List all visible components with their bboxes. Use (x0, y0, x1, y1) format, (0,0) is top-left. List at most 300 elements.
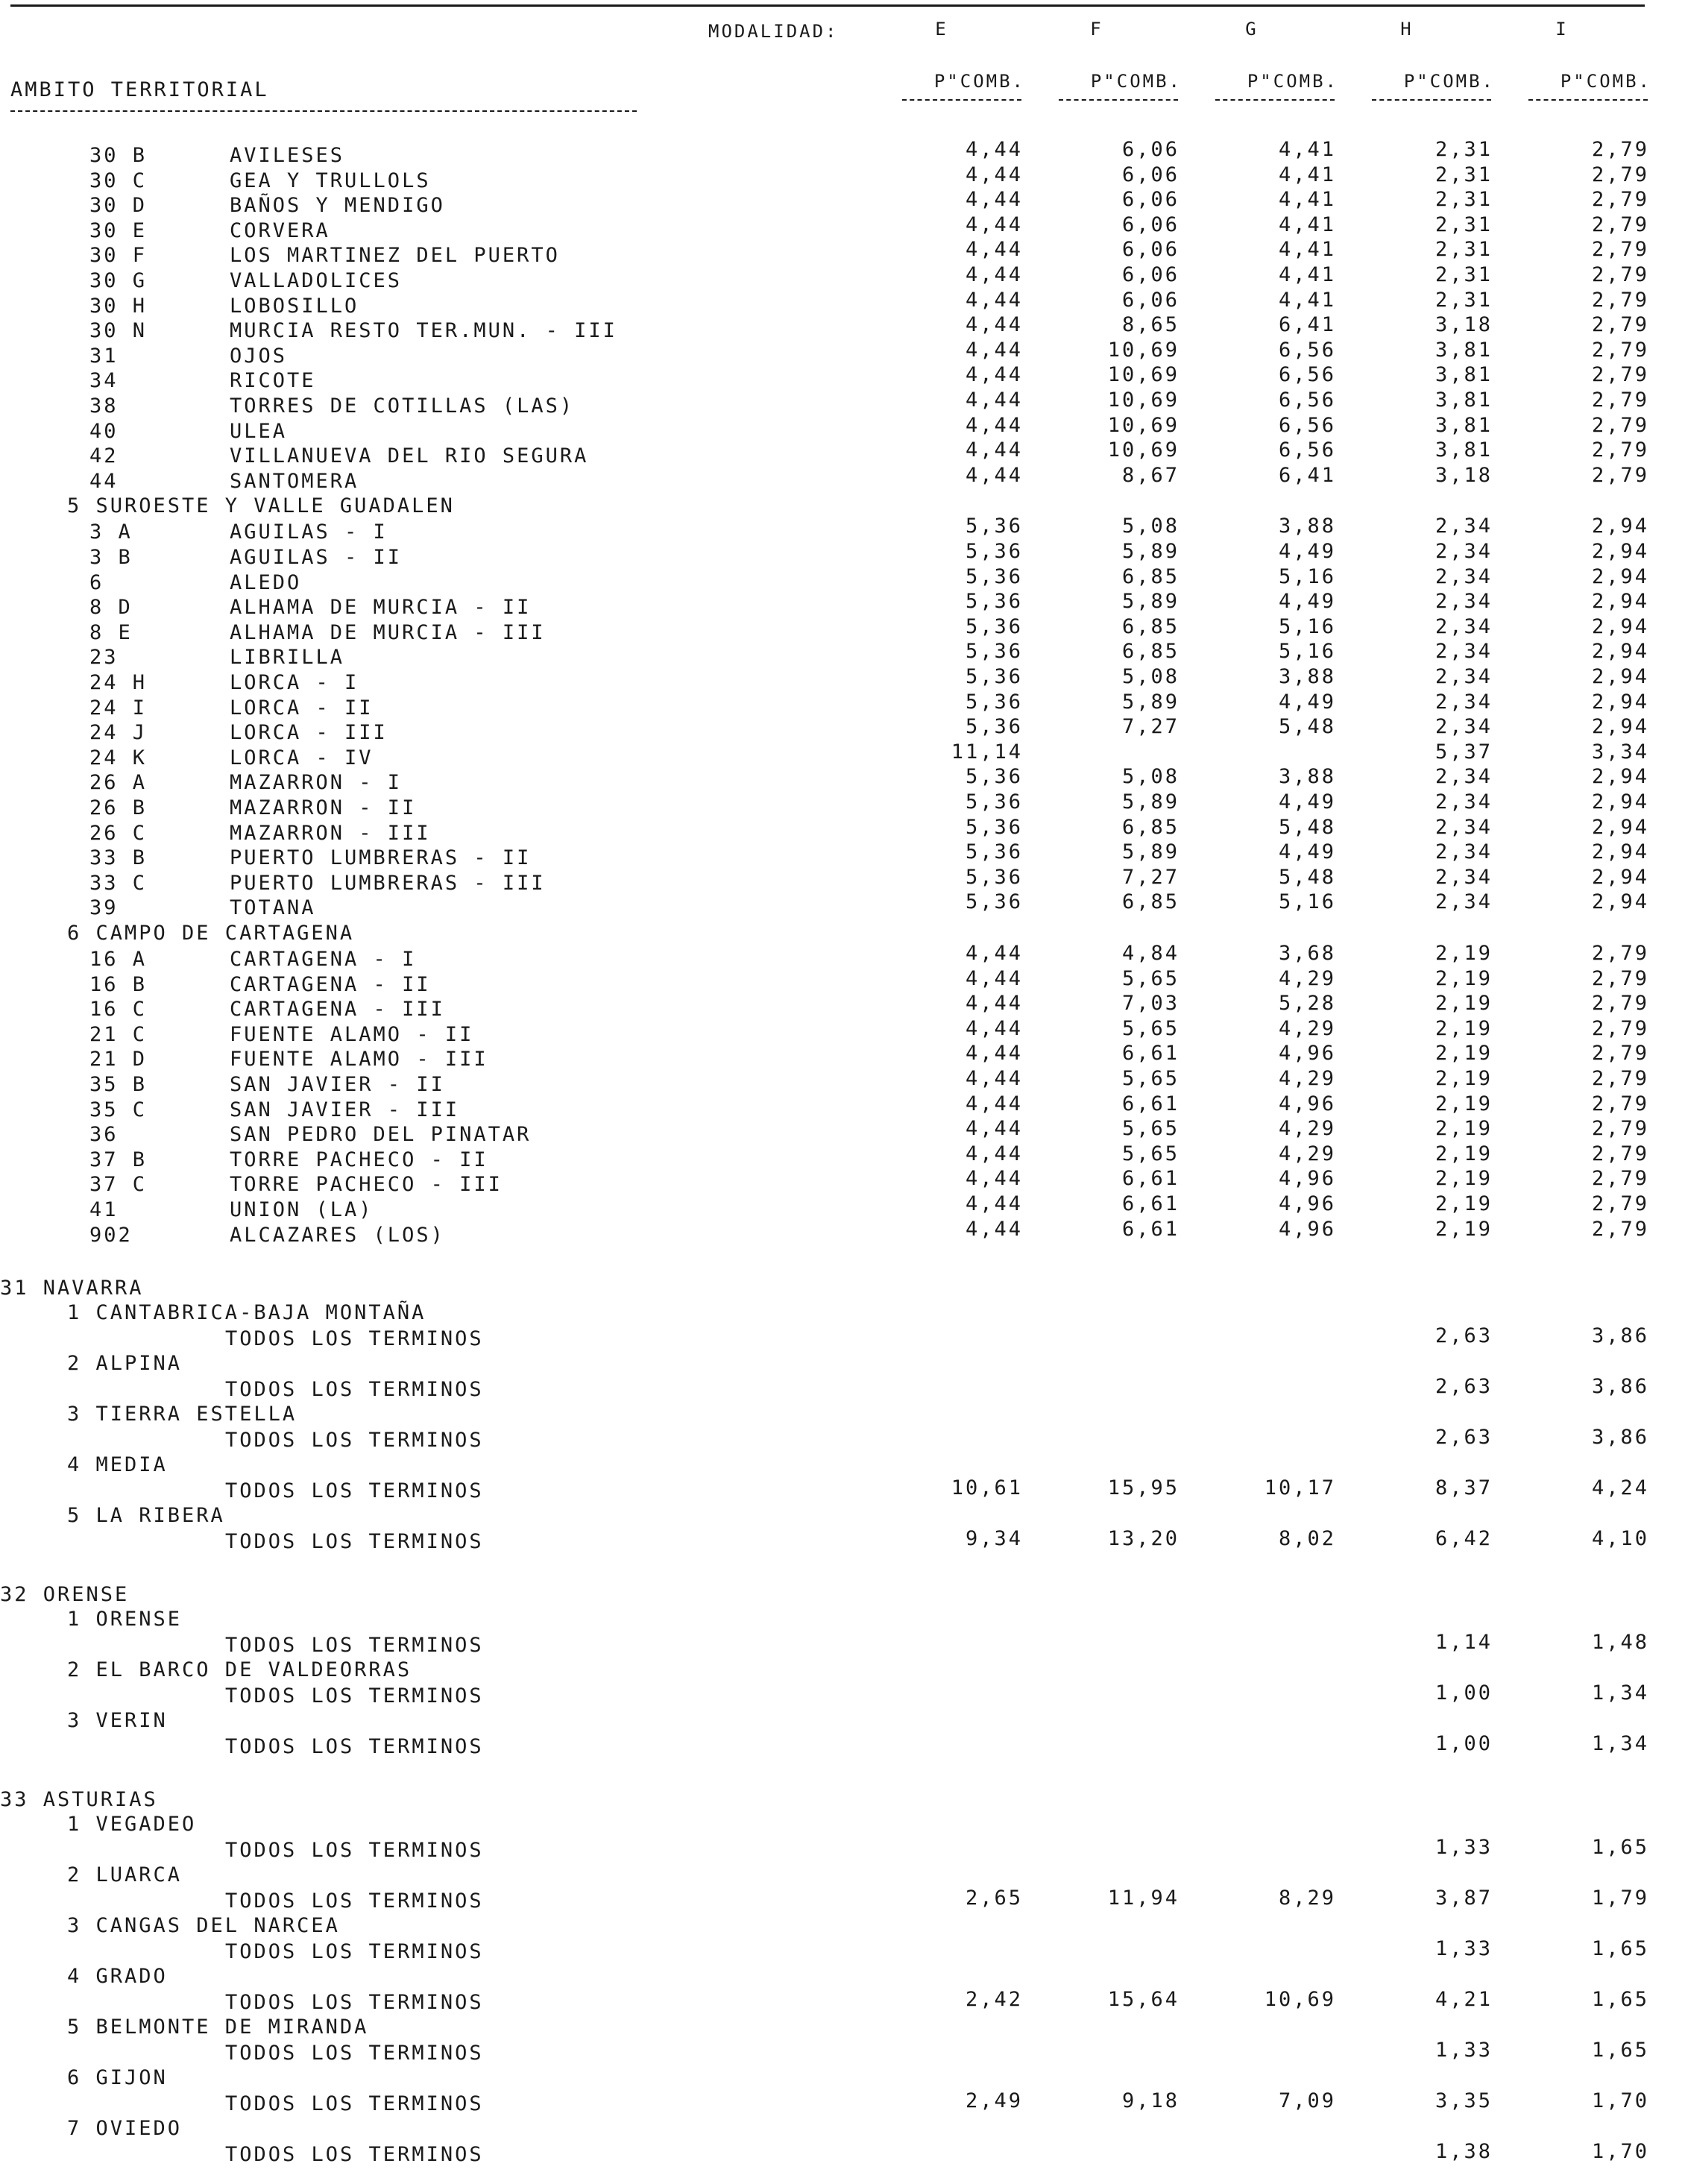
column-header-i: I (1555, 19, 1569, 40)
region-heading: 2 LUARCA (67, 1863, 183, 1887)
row-name: ULEA (230, 419, 288, 443)
value-f: 5,89 (1121, 540, 1180, 563)
value-h: 6,42 (1434, 1527, 1493, 1551)
value-f: 7,03 (1121, 992, 1180, 1016)
row-code: 24 J (89, 721, 148, 745)
row-code: 34 (89, 369, 119, 393)
row-name: SAN PEDRO DEL PINATAR (230, 1123, 532, 1147)
value-h: 2,34 (1434, 715, 1493, 739)
value-h: 2,31 (1434, 163, 1493, 186)
value-i: 2,79 (1591, 313, 1649, 337)
value-e: 5,36 (965, 765, 1023, 789)
value-g: 6,56 (1278, 338, 1336, 362)
value-i: 2,94 (1591, 665, 1649, 688)
value-e: 11,14 (951, 740, 1023, 764)
row-name: SAN JAVIER - III (230, 1098, 460, 1121)
value-e: 4,44 (965, 1117, 1023, 1141)
unit-header-h: P"COMB. (1403, 71, 1495, 92)
value-h: 3,81 (1434, 438, 1493, 462)
region-heading: 5 SUROESTE Y VALLE GUADALEN (67, 494, 455, 518)
value-i: 2,79 (1591, 438, 1649, 462)
value-g: 5,28 (1278, 992, 1336, 1016)
value-e: 4,44 (965, 1042, 1023, 1066)
row-name: ALCAZARES (LOS) (230, 1223, 445, 1247)
value-i: 2,79 (1591, 1167, 1649, 1191)
value-h: 2,31 (1434, 188, 1493, 212)
row-code: 30 E (89, 218, 148, 242)
value-f: 10,69 (1107, 413, 1180, 437)
value-i: 4,24 (1591, 1476, 1649, 1500)
row-name: ALHAMA DE MURCIA - III (230, 620, 546, 644)
value-i: 2,79 (1591, 1192, 1649, 1215)
row-name: OJOS (230, 344, 288, 368)
value-e: 9,34 (965, 1527, 1023, 1551)
row-code: 30 F (89, 244, 148, 268)
province-heading: 32 ORENSE (0, 1583, 130, 1607)
row-name: TODOS LOS TERMINOS (225, 1991, 484, 2015)
value-f: 5,65 (1121, 1016, 1180, 1040)
value-f: 6,85 (1121, 640, 1180, 664)
value-g: 4,41 (1278, 163, 1336, 186)
value-g: 4,96 (1278, 1192, 1336, 1215)
value-h: 2,63 (1434, 1375, 1493, 1399)
row-name: TODOS LOS TERMINOS (225, 1429, 484, 1453)
value-i: 2,79 (1591, 138, 1649, 161)
value-g: 4,49 (1278, 590, 1336, 614)
row-name: LORCA - IV (230, 746, 374, 770)
value-g: 4,49 (1278, 690, 1336, 714)
value-f: 6,61 (1121, 1192, 1180, 1215)
value-g: 10,69 (1264, 1988, 1336, 2012)
value-i: 1,34 (1591, 1732, 1649, 1756)
value-e: 5,36 (965, 665, 1023, 688)
value-h: 2,19 (1434, 942, 1493, 965)
column-header-g: G (1245, 19, 1259, 40)
value-g: 4,49 (1278, 540, 1336, 563)
value-e: 5,36 (965, 840, 1023, 864)
value-e: 4,44 (965, 1192, 1023, 1215)
value-i: 2,94 (1591, 715, 1649, 739)
value-i: 2,94 (1591, 564, 1649, 588)
value-i: 1,65 (1591, 1836, 1649, 1860)
value-f: 7,27 (1121, 715, 1180, 739)
region-heading: 5 BELMONTE DE MIRANDA (67, 2015, 369, 2039)
row-code: 33 C (89, 871, 148, 895)
value-e: 2,49 (965, 2089, 1023, 2113)
value-e: 4,44 (965, 966, 1023, 990)
value-i: 2,94 (1591, 840, 1649, 864)
value-i: 2,94 (1591, 540, 1649, 563)
row-name: TOTANA (230, 896, 316, 920)
value-f: 6,61 (1121, 1042, 1180, 1066)
value-h: 2,34 (1434, 840, 1493, 864)
value-i: 2,79 (1591, 238, 1649, 262)
value-e: 4,44 (965, 1092, 1023, 1115)
row-name: FUENTE ALAMO - III (230, 1048, 488, 1071)
value-f: 6,06 (1121, 263, 1180, 286)
value-f: 5,08 (1121, 514, 1180, 538)
row-code: 26 C (89, 821, 148, 845)
value-i: 2,79 (1591, 363, 1649, 387)
value-e: 4,44 (965, 138, 1023, 161)
region-heading: 4 GRADO (67, 1965, 168, 1989)
value-h: 2,34 (1434, 890, 1493, 914)
value-e: 4,44 (965, 1142, 1023, 1165)
value-g: 6,41 (1278, 463, 1336, 487)
value-f: 6,06 (1121, 213, 1180, 236)
row-name: VALLADOLICES (230, 269, 403, 292)
row-code: 38 (89, 394, 119, 418)
row-code: 39 (89, 896, 119, 920)
value-i: 1,48 (1591, 1631, 1649, 1655)
row-code: 24 I (89, 696, 148, 720)
row-name: TODOS LOS TERMINOS (225, 1735, 484, 1759)
value-i: 2,79 (1591, 413, 1649, 437)
column-header-h: H (1400, 19, 1414, 40)
value-h: 2,19 (1434, 1042, 1493, 1066)
value-e: 4,44 (965, 363, 1023, 387)
value-g: 4,96 (1278, 1217, 1336, 1241)
value-h: 2,63 (1434, 1426, 1493, 1450)
modalidad-label: MODALIDAD: (708, 21, 839, 42)
province-heading: 31 NAVARRA (0, 1277, 144, 1300)
value-g: 4,29 (1278, 1016, 1336, 1040)
top-rule (10, 4, 1645, 7)
value-h: 2,34 (1434, 564, 1493, 588)
value-h: 5,37 (1434, 740, 1493, 764)
value-f: 11,94 (1107, 1886, 1180, 1910)
value-g: 5,16 (1278, 614, 1336, 638)
value-i: 2,79 (1591, 1092, 1649, 1115)
value-e: 4,44 (965, 463, 1023, 487)
value-h: 2,34 (1434, 665, 1493, 688)
column-header-f: F (1090, 19, 1103, 40)
value-e: 5,36 (965, 865, 1023, 889)
value-f: 6,61 (1121, 1092, 1180, 1115)
value-h: 2,34 (1434, 690, 1493, 714)
unit-header-i: P"COMB. (1560, 71, 1651, 92)
row-name: TODOS LOS TERMINOS (225, 2143, 484, 2167)
value-e: 10,61 (951, 1476, 1023, 1500)
value-h: 2,19 (1434, 1217, 1493, 1241)
value-e: 4,44 (965, 288, 1023, 312)
value-i: 2,79 (1591, 338, 1649, 362)
value-e: 5,36 (965, 590, 1023, 614)
value-f: 6,06 (1121, 238, 1180, 262)
value-g: 6,56 (1278, 388, 1336, 412)
value-i: 2,94 (1591, 765, 1649, 789)
value-h: 2,31 (1434, 263, 1493, 286)
row-code: 6 (89, 570, 104, 594)
row-name: TORRE PACHECO - III (230, 1173, 503, 1197)
value-h: 2,31 (1434, 213, 1493, 236)
value-h: 3,81 (1434, 388, 1493, 412)
value-f: 6,06 (1121, 163, 1180, 186)
value-e: 4,44 (965, 313, 1023, 337)
value-i: 2,94 (1591, 690, 1649, 714)
value-h: 2,19 (1434, 1167, 1493, 1191)
value-h: 8,37 (1434, 1476, 1493, 1500)
region-heading: 7 OVIEDO (67, 2117, 183, 2141)
value-i: 2,79 (1591, 1117, 1649, 1141)
value-f: 5,89 (1121, 590, 1180, 614)
value-i: 1,70 (1591, 2140, 1649, 2164)
row-name: PUERTO LUMBRERAS - II (230, 846, 532, 870)
value-g: 4,29 (1278, 1142, 1336, 1165)
row-code: 37 C (89, 1173, 148, 1197)
row-name: GEA Y TRULLOLS (230, 169, 431, 192)
row-name: MAZARRON - III (230, 821, 431, 845)
value-e: 5,36 (965, 815, 1023, 839)
value-g: 5,16 (1278, 640, 1336, 664)
unit-header-f: P"COMB. (1090, 71, 1182, 92)
unit-underline-i (1528, 99, 1648, 101)
value-h: 3,87 (1434, 1886, 1493, 1910)
row-name: ALEDO (230, 570, 302, 594)
value-g: 6,41 (1278, 313, 1336, 337)
row-code: 41 (89, 1198, 119, 1221)
value-h: 2,19 (1434, 966, 1493, 990)
value-e: 4,44 (965, 1067, 1023, 1090)
value-f: 15,95 (1107, 1476, 1180, 1500)
row-code: 24 K (89, 746, 148, 770)
value-h: 2,34 (1434, 590, 1493, 614)
value-h: 2,34 (1434, 765, 1493, 789)
value-e: 4,44 (965, 992, 1023, 1016)
value-g: 4,41 (1278, 138, 1336, 161)
row-name: AGUILAS - I (230, 520, 388, 544)
value-h: 1,33 (1434, 1937, 1493, 1961)
row-name: TODOS LOS TERMINOS (225, 1634, 484, 1658)
value-h: 2,19 (1434, 1092, 1493, 1115)
region-heading: 3 TIERRA ESTELLA (67, 1403, 297, 1426)
value-i: 2,79 (1591, 1016, 1649, 1040)
row-name: TODOS LOS TERMINOS (225, 1839, 484, 1863)
row-code: 35 B (89, 1073, 148, 1096)
value-g: 4,41 (1278, 188, 1336, 212)
value-i: 1,34 (1591, 1681, 1649, 1705)
value-e: 4,44 (965, 238, 1023, 262)
row-code: 44 (89, 469, 119, 493)
value-f: 5,89 (1121, 690, 1180, 714)
value-g: 4,96 (1278, 1042, 1336, 1066)
row-code: 37 B (89, 1148, 148, 1171)
value-g: 4,96 (1278, 1167, 1336, 1191)
row-name: TODOS LOS TERMINOS (225, 1479, 484, 1503)
row-code: 30 N (89, 319, 148, 343)
value-g: 3,88 (1278, 514, 1336, 538)
value-f: 5,89 (1121, 840, 1180, 864)
value-h: 1,33 (1434, 1836, 1493, 1860)
value-g: 4,41 (1278, 238, 1336, 262)
value-g: 4,41 (1278, 263, 1336, 286)
row-name: CARTAGENA - II (230, 972, 431, 996)
row-code: 30 H (89, 294, 148, 318)
unit-underline-e (902, 99, 1021, 101)
value-i: 1,65 (1591, 2039, 1649, 2062)
row-name: MAZARRON - II (230, 796, 417, 819)
region-heading: 1 CANTABRICA-BAJA MONTAÑA (67, 1301, 426, 1325)
value-i: 2,79 (1591, 388, 1649, 412)
row-name: LORCA - I (230, 671, 359, 694)
value-h: 1,00 (1434, 1681, 1493, 1705)
value-e: 5,36 (965, 690, 1023, 714)
unit-underline-f (1059, 99, 1178, 101)
value-i: 3,86 (1591, 1426, 1649, 1450)
row-code: 8 D (89, 596, 133, 620)
value-f: 5,65 (1121, 1117, 1180, 1141)
value-f: 5,65 (1121, 966, 1180, 990)
value-g: 3,88 (1278, 765, 1336, 789)
value-e: 4,44 (965, 213, 1023, 236)
ambito-underline (10, 110, 637, 112)
value-i: 2,94 (1591, 640, 1649, 664)
value-h: 3,81 (1434, 363, 1493, 387)
value-e: 4,44 (965, 942, 1023, 965)
unit-header-e: P"COMB. (933, 71, 1025, 92)
value-i: 2,79 (1591, 992, 1649, 1016)
value-h: 2,34 (1434, 790, 1493, 814)
row-name: LOS MARTINEZ DEL PUERTO (230, 244, 560, 268)
row-name: TODOS LOS TERMINOS (225, 1327, 484, 1351)
value-g: 10,17 (1264, 1476, 1336, 1500)
row-name: TODOS LOS TERMINOS (225, 1889, 484, 1913)
value-g: 4,41 (1278, 288, 1336, 312)
row-name: LOBOSILLO (230, 294, 359, 318)
row-code: 16 C (89, 998, 148, 1022)
row-name: PUERTO LUMBRERAS - III (230, 871, 546, 895)
value-g: 6,56 (1278, 438, 1336, 462)
value-f: 15,64 (1107, 1988, 1180, 2012)
value-g: 6,56 (1278, 363, 1336, 387)
row-code: 21 C (89, 1022, 148, 1046)
value-h: 3,18 (1434, 313, 1493, 337)
row-code: 3 B (89, 546, 133, 569)
row-code: 26 B (89, 796, 148, 819)
value-g: 5,48 (1278, 865, 1336, 889)
value-g: 5,48 (1278, 715, 1336, 739)
value-e: 5,36 (965, 890, 1023, 914)
value-g: 4,96 (1278, 1092, 1336, 1115)
value-e: 4,44 (965, 1167, 1023, 1191)
value-i: 2,94 (1591, 815, 1649, 839)
value-i: 2,79 (1591, 1217, 1649, 1241)
value-i: 2,94 (1591, 890, 1649, 914)
row-code: 16 A (89, 948, 148, 971)
value-f: 6,06 (1121, 188, 1180, 212)
region-heading: 1 ORENSE (67, 1608, 183, 1631)
region-heading: 1 VEGADEO (67, 1813, 197, 1837)
value-g: 4,49 (1278, 840, 1336, 864)
row-code: 30 D (89, 194, 148, 218)
value-e: 4,44 (965, 388, 1023, 412)
value-g: 8,02 (1278, 1527, 1336, 1551)
value-i: 1,65 (1591, 1988, 1649, 2012)
value-g: 4,49 (1278, 790, 1336, 814)
row-name: SANTOMERA (230, 469, 359, 493)
value-h: 3,35 (1434, 2089, 1493, 2113)
row-name: TORRE PACHECO - II (230, 1148, 488, 1171)
region-heading: 2 EL BARCO DE VALDEORRAS (67, 1658, 412, 1682)
value-h: 3,18 (1434, 463, 1493, 487)
row-code: 21 D (89, 1048, 148, 1071)
value-i: 2,79 (1591, 1067, 1649, 1090)
unit-underline-h (1372, 99, 1491, 101)
row-name: RICOTE (230, 369, 316, 393)
value-i: 2,79 (1591, 1042, 1649, 1066)
value-g: 4,29 (1278, 966, 1336, 990)
row-code: 30 B (89, 144, 148, 167)
region-heading: 3 CANGAS DEL NARCEA (67, 1914, 340, 1938)
row-name: LORCA - III (230, 721, 388, 745)
row-name: FUENTE ALAMO - II (230, 1022, 474, 1046)
value-h: 2,19 (1434, 1067, 1493, 1090)
row-name: TODOS LOS TERMINOS (225, 1940, 484, 1964)
value-i: 1,79 (1591, 1886, 1649, 1910)
row-code: 902 (89, 1223, 133, 1247)
ambito-territorial-label: AMBITO TERRITORIAL (10, 78, 269, 101)
value-f: 5,65 (1121, 1067, 1180, 1090)
row-name: LORCA - II (230, 696, 374, 720)
region-heading: 6 CAMPO DE CARTAGENA (67, 922, 355, 945)
value-h: 1,38 (1434, 2140, 1493, 2164)
value-i: 2,79 (1591, 263, 1649, 286)
value-f: 6,61 (1121, 1167, 1180, 1191)
value-g: 4,29 (1278, 1117, 1336, 1141)
value-f: 10,69 (1107, 388, 1180, 412)
row-name: VILLANUEVA DEL RIO SEGURA (230, 444, 589, 468)
value-i: 2,94 (1591, 590, 1649, 614)
value-e: 2,65 (965, 1886, 1023, 1910)
value-h: 3,81 (1434, 413, 1493, 437)
value-g: 5,16 (1278, 890, 1336, 914)
value-h: 2,19 (1434, 1192, 1493, 1215)
value-f: 6,85 (1121, 564, 1180, 588)
value-h: 1,33 (1434, 2039, 1493, 2062)
row-name: MURCIA RESTO TER.MUN. - III (230, 319, 617, 343)
row-name: AVILESES (230, 144, 345, 167)
value-e: 5,36 (965, 640, 1023, 664)
region-heading: 2 ALPINA (67, 1352, 183, 1376)
value-f: 13,20 (1107, 1527, 1180, 1551)
row-name: ALHAMA DE MURCIA - II (230, 596, 532, 620)
unit-header-g: P"COMB. (1247, 71, 1338, 92)
value-e: 4,44 (965, 188, 1023, 212)
value-h: 2,34 (1434, 640, 1493, 664)
row-name: SAN JAVIER - II (230, 1073, 445, 1096)
value-f: 8,65 (1121, 313, 1180, 337)
value-h: 2,34 (1434, 514, 1493, 538)
value-i: 2,79 (1591, 966, 1649, 990)
value-f: 5,65 (1121, 1142, 1180, 1165)
row-name: CARTAGENA - III (230, 998, 445, 1022)
unit-underline-g (1215, 99, 1335, 101)
value-i: 2,94 (1591, 614, 1649, 638)
value-h: 2,34 (1434, 614, 1493, 638)
value-f: 5,89 (1121, 790, 1180, 814)
row-code: 23 (89, 646, 119, 670)
value-g: 7,09 (1278, 2089, 1336, 2113)
value-i: 2,79 (1591, 942, 1649, 965)
value-i: 1,65 (1591, 1937, 1649, 1961)
value-g: 4,29 (1278, 1067, 1336, 1090)
value-h: 1,14 (1434, 1631, 1493, 1655)
value-h: 2,31 (1434, 138, 1493, 161)
value-e: 4,44 (965, 413, 1023, 437)
value-h: 2,19 (1434, 992, 1493, 1016)
row-name: TORRES DE COTILLAS (LAS) (230, 394, 575, 418)
region-heading: 3 VERIN (67, 1709, 168, 1733)
